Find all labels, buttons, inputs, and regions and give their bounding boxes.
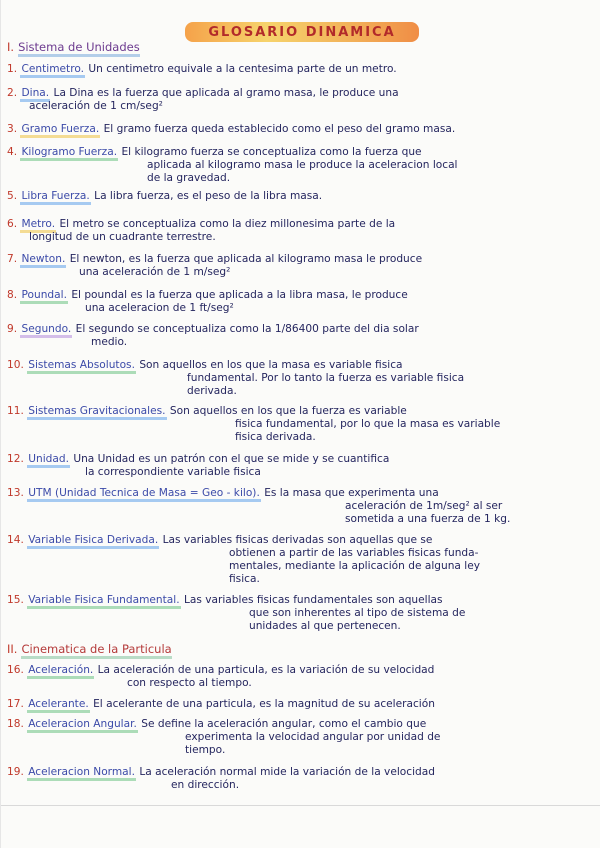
- entry-number: 18.: [7, 718, 24, 730]
- entry-number: 6.: [7, 218, 18, 230]
- entry-text: experimenta la velocidad angular por unidad de: [185, 731, 441, 743]
- entry-text: una aceleracion de 1 ft/seg²: [85, 302, 234, 314]
- entry-number: 8.: [7, 289, 18, 301]
- section-heading-2: [7, 642, 172, 656]
- entry-number: 17.: [7, 698, 24, 710]
- glossary-entry: [7, 698, 597, 711]
- entry-text: Un centimetro equivale a la centesima parte de un metro.: [88, 63, 397, 75]
- entry-text: obtienen a partir de las variables fisicas funda-: [229, 547, 479, 559]
- entry-term: Segundo.: [20, 323, 72, 338]
- glossary-entry: [7, 63, 597, 76]
- entry-term: Centimetro.: [20, 63, 85, 78]
- entry-number: 10.: [7, 359, 24, 371]
- entry-text: El gramo fuerza queda establecido como el peso del gramo masa.: [103, 123, 456, 135]
- entry-term: Unidad.: [27, 453, 70, 468]
- entry-text: Son aquellos en los que la fuerza es variable: [169, 405, 407, 417]
- entry-text: Es la masa que experimenta una: [264, 487, 439, 499]
- entry-term: Aceleración.: [27, 664, 94, 679]
- entry-term: Gramo Fuerza.: [20, 123, 100, 138]
- entry-text: Se define la aceleración angular, como el cambio que: [141, 718, 427, 730]
- entry-text: con respecto al tiempo.: [127, 677, 252, 689]
- entry-text: en dirección.: [171, 779, 240, 791]
- glossary-entry: [7, 359, 597, 398]
- glossary-entry: [7, 594, 597, 633]
- entry-text: mentales, mediante la aplicación de alguna ley: [229, 560, 481, 572]
- entry-text: la correspondiente variable fisica: [85, 466, 261, 478]
- entry-number: 2.: [7, 87, 18, 99]
- entry-term: Variable Fisica Derivada.: [27, 534, 159, 549]
- entry-text: fisica fundamental, por lo que la masa es variable: [235, 418, 501, 430]
- entry-text: fisica derivada.: [235, 431, 316, 443]
- entry-term: Poundal.: [20, 289, 67, 304]
- entry-number: 16.: [7, 664, 24, 676]
- entry-text: derivada.: [187, 385, 237, 397]
- glossary-entry: [7, 218, 597, 244]
- section-number: I.: [7, 40, 15, 54]
- entry-text: unidades al que pertenecen.: [249, 620, 401, 632]
- entry-text: aceleración de 1m/seg² al ser: [345, 500, 503, 512]
- entry-text: El metro se conceptualiza como la diez millonesima parte de la: [59, 218, 396, 230]
- glossary-entry: [7, 87, 597, 113]
- entry-number: 9.: [7, 323, 18, 335]
- entry-term: Dina.: [20, 87, 50, 102]
- entry-text: El acelerante de una particula, es la magnitud de su aceleración: [93, 698, 435, 710]
- entry-text: Las variables fisicas derivadas son aquellas que se: [162, 534, 433, 546]
- entry-text: longitud de un cuadrante terrestre.: [29, 231, 216, 243]
- entry-number: 19.: [7, 766, 24, 778]
- entry-text: El kilogramo fuerza se conceptualiza como la fuerza que: [121, 146, 422, 158]
- glossary-entry: [7, 453, 597, 479]
- glossary-entry: [7, 190, 597, 203]
- entry-text: El newton, es la fuerza que aplicada al kilogramo masa le produce: [69, 253, 423, 265]
- glossary-entry: [7, 146, 597, 185]
- glossary-entry: [7, 664, 597, 690]
- entry-text: Una Unidad es un patrón con el que se mide y se cuantifica: [73, 453, 390, 465]
- entry-term: Kilogramo Fuerza.: [20, 146, 118, 161]
- glossary-entry: [7, 323, 597, 349]
- entry-number: 4.: [7, 146, 18, 158]
- entry-number: 3.: [7, 123, 18, 135]
- page-divider: [1, 805, 600, 806]
- entry-text: Las variables fisicas fundamentales son aquellas: [183, 594, 443, 606]
- entry-number: 15.: [7, 594, 24, 606]
- entry-number: 5.: [7, 190, 18, 202]
- entry-text: fundamental. Por lo tanto la fuerza es variable fisica: [187, 372, 465, 384]
- glossary-entry: [7, 718, 597, 757]
- entry-number: 13.: [7, 487, 24, 499]
- entry-text: La libra fuerza, es el peso de la libra masa.: [94, 190, 323, 202]
- entry-text: que son inherentes al tipo de sistema de: [249, 607, 466, 619]
- entry-number: 14.: [7, 534, 24, 546]
- entry-text: medio.: [91, 336, 128, 348]
- entry-term: Aceleracion Angular.: [27, 718, 138, 733]
- entry-text: fisica.: [229, 573, 260, 585]
- entry-text: El segundo se conceptualiza como la 1/86400 parte del dia solar: [75, 323, 419, 335]
- entry-term: Sistemas Absolutos.: [27, 359, 136, 374]
- entry-text: sometida a una fuerza de 1 kg.: [345, 513, 511, 525]
- entry-text: La aceleración normal mide la variación de la velocidad: [139, 766, 435, 778]
- glossary-entry: [7, 766, 597, 792]
- entry-text: El poundal es la fuerza que aplicada a la libra masa, le produce: [71, 289, 408, 301]
- entry-text: La Dina es la fuerza que aplicada al gramo masa, le produce una: [53, 87, 399, 99]
- entry-text: La aceleración de una particula, es la variación de su velocidad: [97, 664, 435, 676]
- entry-text: de la gravedad.: [147, 172, 231, 184]
- entry-text: tiempo.: [185, 744, 226, 756]
- entry-text: Son aquellos en los que la masa es variable fisica: [139, 359, 403, 371]
- entry-number: 11.: [7, 405, 24, 417]
- glossary-entry: [7, 534, 597, 586]
- glossary-entry: [7, 487, 597, 526]
- entry-number: 7.: [7, 253, 18, 265]
- glossary-entry: [7, 253, 597, 279]
- entry-term: Metro.: [20, 218, 56, 233]
- entry-text: aceleración de 1 cm/seg²: [29, 100, 163, 112]
- page-title: GLOSARIO DINAMICA: [185, 22, 419, 42]
- glossary-entry: [7, 405, 597, 444]
- entry-term: Newton.: [20, 253, 66, 268]
- entry-term: Libra Fuerza.: [20, 190, 90, 205]
- section-number: II.: [7, 642, 18, 656]
- glossary-entry: [7, 289, 597, 315]
- entry-term: UTM (Unidad Tecnica de Masa = Geo - kilo).: [27, 487, 261, 502]
- entry-text: aplicada al kilogramo masa le produce la aceleracion local: [147, 159, 458, 171]
- section-label: Sistema de Unidades: [18, 40, 140, 57]
- entry-number: 12.: [7, 453, 24, 465]
- entry-text: una aceleración de 1 m/seg²: [79, 266, 231, 278]
- entry-term: Aceleracion Normal.: [27, 766, 136, 781]
- entry-number: 1.: [7, 63, 18, 75]
- entry-term: Sistemas Gravitacionales.: [27, 405, 166, 420]
- section-label: Cinematica de la Particula: [21, 642, 171, 659]
- entry-term: Variable Fisica Fundamental.: [27, 594, 180, 609]
- section-heading-1: [7, 40, 140, 54]
- entry-term: Acelerante.: [27, 698, 89, 713]
- glossary-entry: [7, 123, 597, 136]
